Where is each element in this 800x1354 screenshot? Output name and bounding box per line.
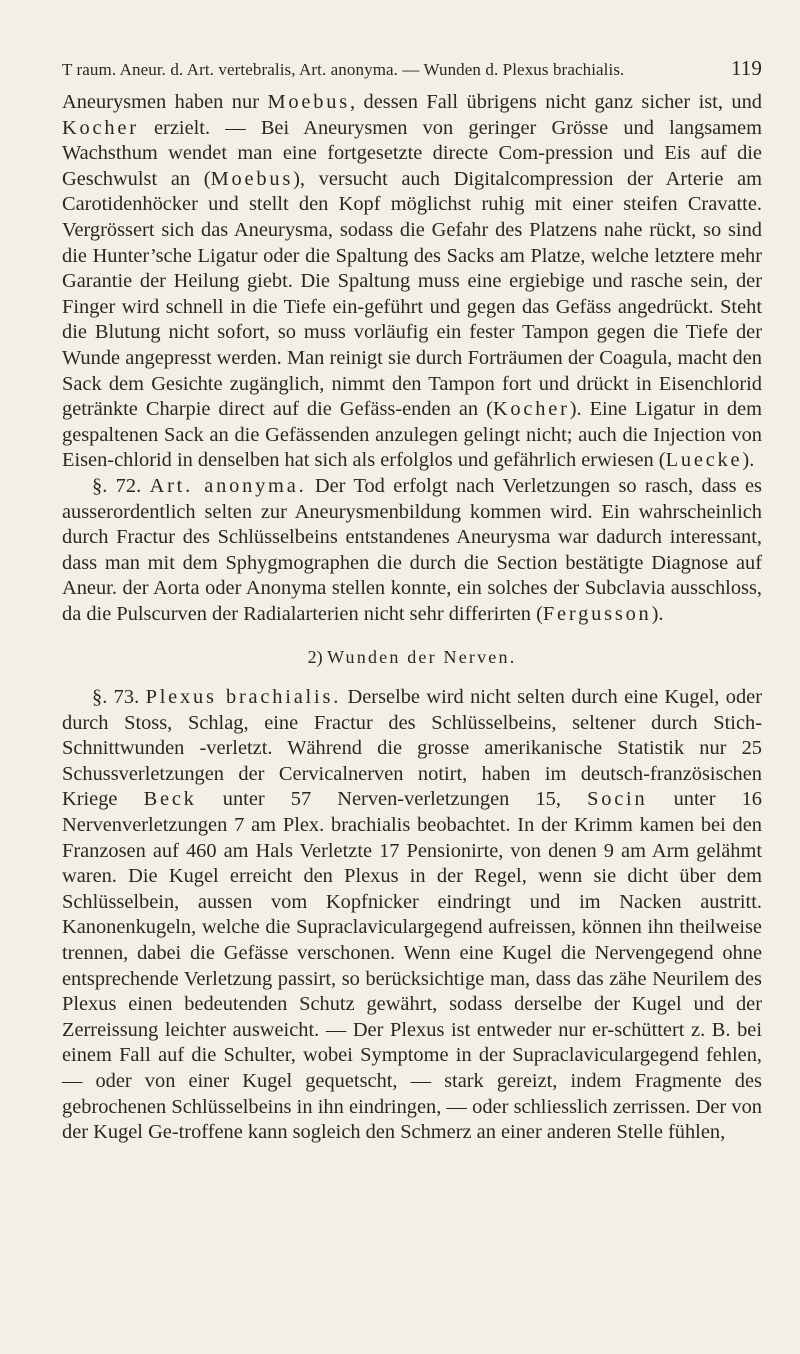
text-run: ).	[651, 602, 664, 625]
text-run: Der Tod erfolgt nach Verletzungen so rasch, dass es ausserordentlich selten zur Aneurysmenbildung kommen wird. Ein wahrscheinlich durch Fractur des Schlüsselbeins entstandenes Aneurysma war dadurch interessant, dass man mit dem Sphygmographen die durch die Section bestätigte Diagnose auf Aneur. der Aorta oder Anonyma stellen konnte, ein solches der Subclavia ausschloss, da die Pulscurven der Radialarterien nicht sehr differirten (	[62, 474, 762, 625]
paragraph-plexus-brachialis	[62, 685, 762, 1146]
paragraph-art-anonyma	[62, 474, 762, 628]
section-heading-number: 2)	[307, 647, 323, 668]
spaced-name: Moebus	[267, 91, 350, 113]
spaced-name: Moebus	[210, 167, 294, 190]
running-head	[62, 0, 762, 90]
page-number: 119	[730, 56, 762, 80]
spaced-name: Kocher	[492, 398, 570, 421]
spaced-name: Luecke	[665, 449, 743, 472]
running-head-title: T raum. Aneur. d. Art. vertebralis, Art. anonyma. — Wunden d. Plexus brachialis.	[62, 60, 625, 79]
spaced-name: Socin	[587, 788, 648, 811]
text-run: §. 72.	[92, 474, 150, 497]
spaced-name: Plexus brachialis.	[145, 686, 342, 709]
text-run: Aneurysmen haben nur	[62, 91, 268, 113]
spaced-name: Fergusson	[542, 602, 652, 625]
spaced-name: Kocher	[62, 116, 139, 139]
text-run: erzielt. — Bei Aneurysmen von geringer Grösse und langsamem Wachsthum wendet man eine fortgesetzte directe Com-pression und Eis auf die Geschwulst an (	[62, 116, 762, 190]
spaced-name: Beck	[143, 788, 197, 811]
spaced-name: Art. anonyma.	[149, 474, 307, 497]
text-run: ). Eine Ligatur in dem gespaltenen Sack an die Gefässenden anzulegen gelingt nicht; auch die Injection von Eisen-chlorid in denselben hat sich als erfolglos und gefährlich erwiesen (	[62, 398, 762, 472]
paragraph-aneurysm-treatment	[62, 90, 762, 474]
text-run: , dessen Fall übrigens nicht ganz sicher ist, und	[349, 91, 762, 113]
text-run: §. 73.	[92, 686, 146, 709]
text-run: Derselbe wird nicht selten durch eine Kugel, oder durch Stoss, Schlag, eine Fractur des Schlüsselbeins, seltener durch Stich-Schnittwunden -verletzt. Während die grosse amerikanische Statistik nur 25 Schussverletzungen der Cervicalnerven notirt, haben im deutsch-französischen Kriege	[62, 686, 762, 811]
text-run: unter 16 Nervenverletzungen 7 am Plex. brachialis beobachtet. In der Krimm kamen bei den Franzosen auf 460 am Hals Verletzte 17 Pensionirte, von denen 9 am Arm gelähmt waren. Die Kugel erreicht den Plexus in der Regel, wenn sie dicht über dem Schlüsselbein, aussen vom Kopfnicker eindringt und im Nacken austritt. Kanonenkugeln, welche die Supraclaviculargegend aufreissen, können ihn theilweise trennen, dabei die Gefässe verschonen. Wenn eine Kugel die Nervengegend ohne entsprechende Verletzung passirt, so berücksichtige man, dass das zähe Neurilem des Plexus einen bedeutenden Schutz gewährt, sodass derselbe der Kugel und der Zerreissung leichter ausweicht. — Der Plexus ist entweder nur er-schüttert z. B. bei einem Fall auf die Schulter, wobei Symptome in der Supraclaviculargegend fehlen, — oder von einer Kugel gequetscht, — stark gereizt, indem Fragmente des gebrochenen Schlüsselbeins in ihn eindringen, — oder schliesslich zerrissen. Der von der Kugel Ge-troffene kann sogleich den Schmerz an einer anderen Stelle fühlen,	[62, 788, 763, 1144]
text-run: ).	[742, 449, 755, 472]
text-run: unter 57 Nerven-verletzungen 15,	[196, 788, 588, 811]
section-heading-title: Wunden der Nerven.	[327, 647, 517, 668]
text-run: ), versucht auch Digitalcompression der Arterie am Carotidenhöcker und stellt den Kopf möglichst ruhig mit einer steifen Cravatte. Vergrössert sich das Aneurysma, sodass die Gefahr des Platzens nahe rückt, so sind die Hunter’sche Ligatur oder die Spaltung des Sacks am Platze, welche letztere mehr Garantie der Heilung giebt. Die Spaltung muss eine ergiebige und rasche sein, der Finger wird schnell in die Tiefe ein-geführt und gegen das Gefäss angedrückt. Steht die Blutung nicht sofort, so muss vorläufig ein fester Tampon gegen die Tiefe der Wunde angepresst werden. Man reinigt sie durch Forträumen der Coagula, macht den Sack dem Gesichte zugänglich, nimmt den Tampon fort und drückt in Eisenchlorid getränkte Charpie direct auf die Gefäss-enden an (	[62, 167, 762, 421]
section-heading	[62, 645, 762, 671]
body-text	[62, 90, 762, 1146]
